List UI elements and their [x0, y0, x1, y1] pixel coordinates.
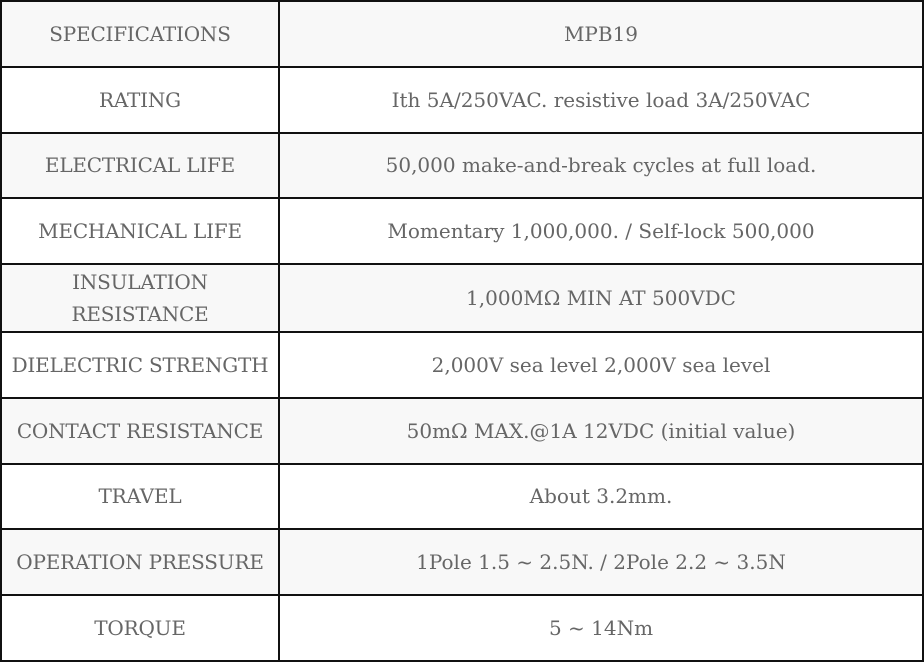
row-value: 5 ~ 14Nm: [279, 595, 923, 661]
row-label: INSULATION RESISTANCE: [1, 264, 279, 332]
row-label: CONTACT RESISTANCE: [1, 398, 279, 464]
table-header-row: [1, 1, 923, 67]
table-row-rating: [1, 67, 923, 133]
table-row-torque: [1, 595, 923, 661]
row-label: RATING: [1, 67, 279, 133]
row-value: 50,000 make-and-break cycles at full load.: [279, 133, 923, 199]
table-row-electrical-life: [1, 133, 923, 199]
row-label: TRAVEL: [1, 464, 279, 530]
row-value: 50mΩ MAX.@1A 12VDC (initial value): [279, 398, 923, 464]
specifications-table-body: [1, 1, 923, 661]
table-row-travel: [1, 464, 923, 530]
table-row-mechanical-life: [1, 198, 923, 264]
row-value: About 3.2mm.: [279, 464, 923, 530]
row-label: ELECTRICAL LIFE: [1, 133, 279, 199]
row-value: 2,000V sea level 2,000V sea level: [279, 332, 923, 398]
row-value: Momentary 1,000,000. / Self-lock 500,000: [279, 198, 923, 264]
row-value: 1,000MΩ MIN AT 500VDC: [279, 264, 923, 332]
table-row-operation-pressure: [1, 529, 923, 595]
header-label-cell: SPECIFICATIONS: [1, 1, 279, 67]
row-label: TORQUE: [1, 595, 279, 661]
row-value: Ith 5A/250VAC. resistive load 3A/250VAC: [279, 67, 923, 133]
table-row-contact-resistance: [1, 398, 923, 464]
row-label: MECHANICAL LIFE: [1, 198, 279, 264]
row-label: DIELECTRIC STRENGTH: [1, 332, 279, 398]
table-row-dielectric-strength: [1, 332, 923, 398]
row-value: 1Pole 1.5 ~ 2.5N. / 2Pole 2.2 ~ 3.5N: [279, 529, 923, 595]
row-label: OPERATION PRESSURE: [1, 529, 279, 595]
table-row-insulation-resistance: [1, 264, 923, 332]
header-model-cell: MPB19: [279, 1, 923, 67]
